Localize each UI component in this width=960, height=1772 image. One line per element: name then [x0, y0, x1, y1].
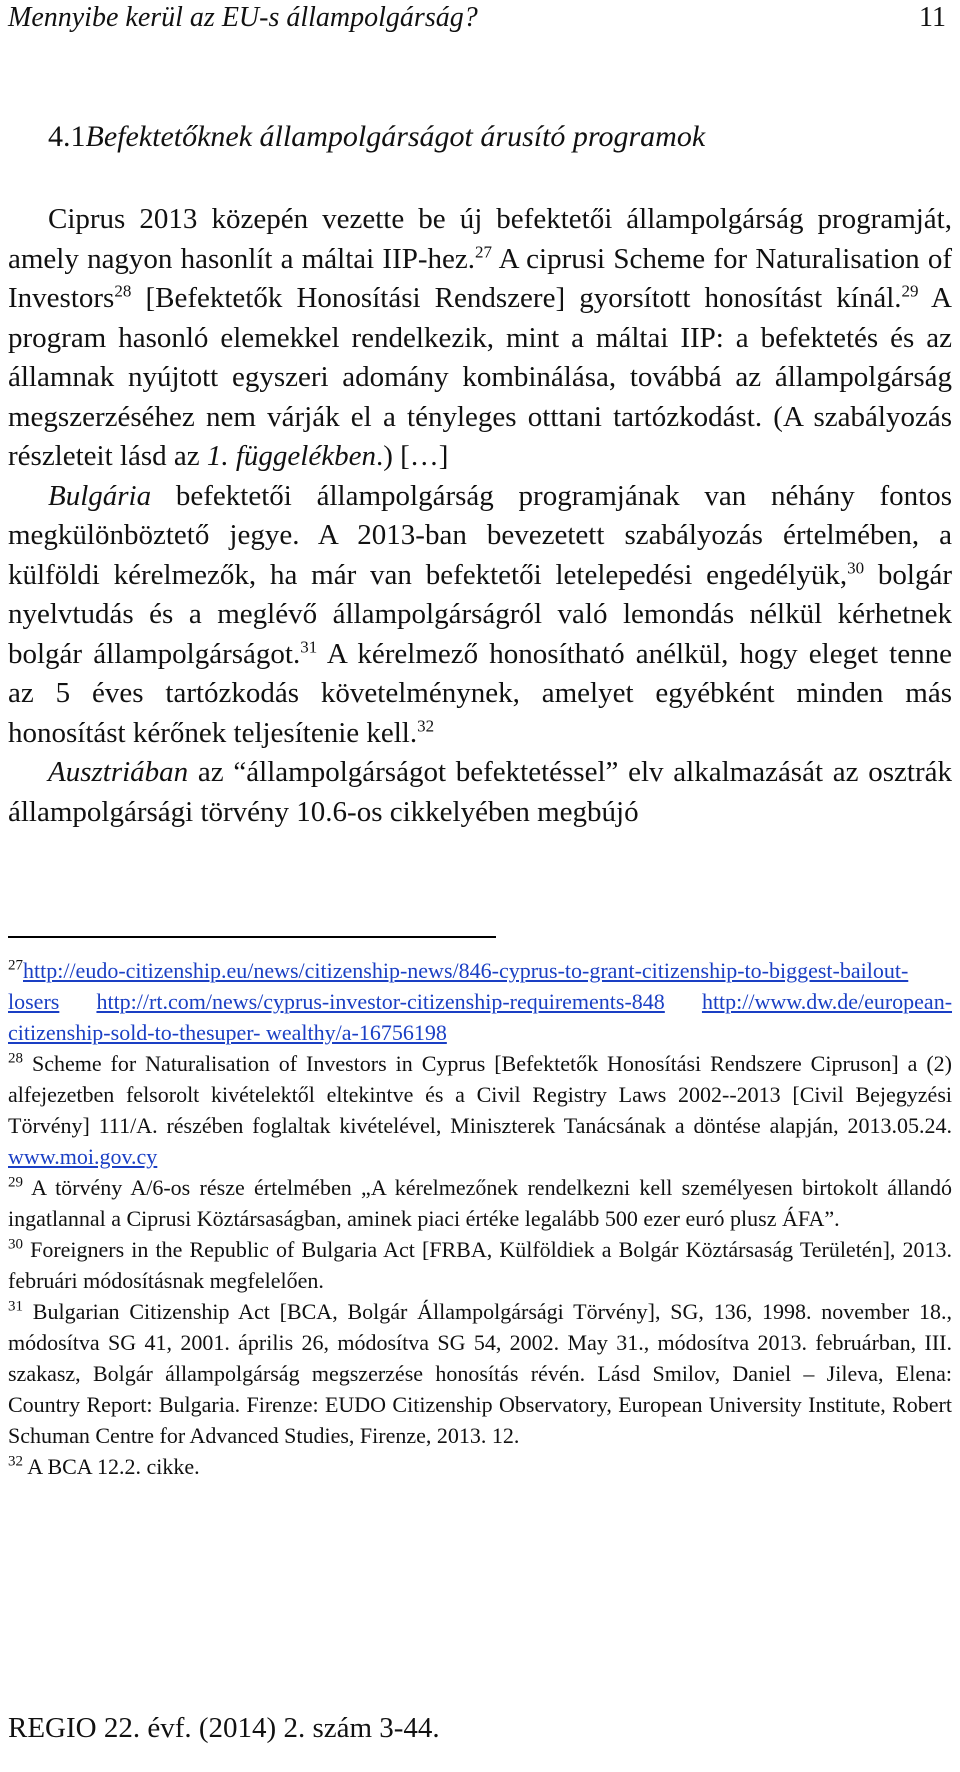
- footnote-text: A BCA 12.2. cikke.: [23, 1454, 200, 1479]
- section-heading: [48, 120, 705, 154]
- running-title: Mennyibe kerül az EU-s állampolgárság?: [8, 2, 478, 33]
- footnote-ref-30[interactable]: 30: [847, 557, 865, 577]
- footnote-28: [8, 1048, 952, 1172]
- footnote-ref-31[interactable]: 31: [300, 636, 318, 656]
- footnote-link[interactable]: http://www.dw.de/european-citizenship-sold-to-thesuper- wealthy/a-16756198: [8, 989, 953, 1045]
- footnote-separator: [8, 936, 496, 938]
- text-run: Ciprus 2013 közepén vezette be új befektetői állampolgárság programját, amely nagyon hasonlít a máltai IIP-hez.: [8, 203, 952, 275]
- text-run: A ciprusi Scheme for Naturalisation of Investors: [8, 242, 952, 314]
- section-title: Befektetőknek állampolgárságot árusító programok: [85, 120, 706, 153]
- footnote-link[interactable]: www.moi.gov.cy: [8, 1144, 158, 1169]
- footnote-ref-28[interactable]: 28: [114, 281, 132, 301]
- text-run: .) […]: [375, 440, 449, 472]
- journal-footer: REGIO 22. évf. (2014) 2. szám 3-44.: [8, 1712, 440, 1744]
- text-run: az “állampolgárságot befektetéssel” elv alkalmazását az osztrák állampolgársági törvény 10.6-os cikkelyében megbújó: [8, 756, 952, 828]
- country-name: Ausztriában: [48, 756, 189, 788]
- footnote-ref-27[interactable]: 27: [475, 241, 493, 261]
- footnote-number: 32: [8, 1453, 23, 1470]
- footnote-text: Scheme for Naturalisation of Investors in Cyprus [Befektetők Honosítási Rendszere Cipruson] a (2) alfejezetben felsorolt kivételektől eltekintve és a Civil Registry Laws 2002--2013 [Civil Bejegyzési Törvény] 111/A. részében foglaltak kivételével, Miniszterek Tanácsának a döntése alapján, 2013.05.24.: [8, 1051, 952, 1138]
- text-run: A kérelmező honosítható anélkül, hogy eleget tenne az 5 éves tartózkodás követelménynek, amelyet egyébként minden más honosítást kérőnek teljesítenie kell.: [8, 637, 952, 749]
- paragraph-bulgaria: [8, 477, 952, 754]
- footnote-number: 29: [8, 1174, 23, 1191]
- footnote-ref-29[interactable]: 29: [901, 281, 919, 301]
- paragraph-cyprus: [8, 200, 952, 477]
- footnote-31: [8, 1296, 952, 1451]
- text-run: [Befektetők Honosítási Rendszere] gyorsított honosítást kínál.: [131, 282, 902, 314]
- footnote-text: Foreigners in the Republic of Bulgaria Act [FRBA, Külföldiek a Bolgár Köztársaság Területén], 2013. februári módosításnak megfelelően.: [8, 1237, 952, 1293]
- body-text: [8, 200, 952, 832]
- footnote-link[interactable]: http://eudo-citizenship.eu/news/citizenship-news/846-cyprus-to-grant-citizenship-to-biggest-bailout-losers: [8, 958, 909, 1014]
- footnote-number: 30: [8, 1236, 23, 1253]
- section-number: 4.1: [48, 120, 86, 153]
- footnote-30: [8, 1234, 952, 1296]
- footnote-link[interactable]: http://rt.com/news/cyprus-investor-citizenship-requirements-848: [96, 989, 665, 1014]
- footnotes: [8, 955, 952, 1482]
- appendix-reference: 1. függelékben: [206, 440, 376, 472]
- text-run: A program hasonló elemekkel rendelkezik, mint a máltai IIP: a befektetés és az államnak nyújtott egyszeri adomány kombinálása, továbbá az állampolgárság megszerzéséhez nem várják el a tényleges otttani tartózkodást. (A szabályozás részleteit lásd az: [8, 282, 952, 472]
- text-run: befektetői állampolgárság programjának van néhány fontos megkülönböztető jegye. A 2013-ban bevezetett szabályozás értelmében, a külföldi kérelmezők, ha már van befektetői letelepedési engedélyük,: [8, 479, 952, 591]
- country-name: Bulgária: [48, 479, 152, 512]
- footnote-number: 31: [8, 1298, 23, 1315]
- text-run: bolgár nyelvtudás és a meglévő állampolgárságról való lemondás nélkül kérhetnek bolgár állampolgárságot.: [8, 558, 952, 670]
- footnote-text: Bulgarian Citizenship Act [BCA, Bolgár Állampolgársági Törvény], SG, 136, 1998. november 18., módosítva SG 41, 2001. április 26, módosítva SG 54, 2002. May 31., módosítva 2013. februárban, III. szakasz, Bolgár állampolgárság megszerzése honosítás révén. Lásd Smilov, Daniel – Jileva, Elena: Country Report: Bulgaria. Firenze: EUDO Citizenship Observatory, European University Institute, Robert Schuman Centre for Advanced Studies, Firenze, 2013. 12.: [8, 1299, 952, 1448]
- page-number: 11: [919, 2, 946, 33]
- paragraph-austria: [8, 753, 952, 832]
- footnote-number: 27: [8, 957, 23, 974]
- footnote-29: [8, 1172, 952, 1234]
- running-header: [8, 2, 946, 42]
- footnote-ref-32[interactable]: 32: [417, 715, 435, 735]
- footnote-number: 28: [8, 1050, 23, 1067]
- footnote-text: A törvény A/6-os része értelmében „A kérelmezőnek rendelkezni kell személyesen birtokolt állandó ingatlannal a Ciprusi Köztársaságban, aminek piaci értéke legalább 500 ezer euró plusz ÁFA”.: [8, 1175, 952, 1231]
- footnote-27: [8, 955, 952, 1048]
- footnote-32: [8, 1451, 952, 1482]
